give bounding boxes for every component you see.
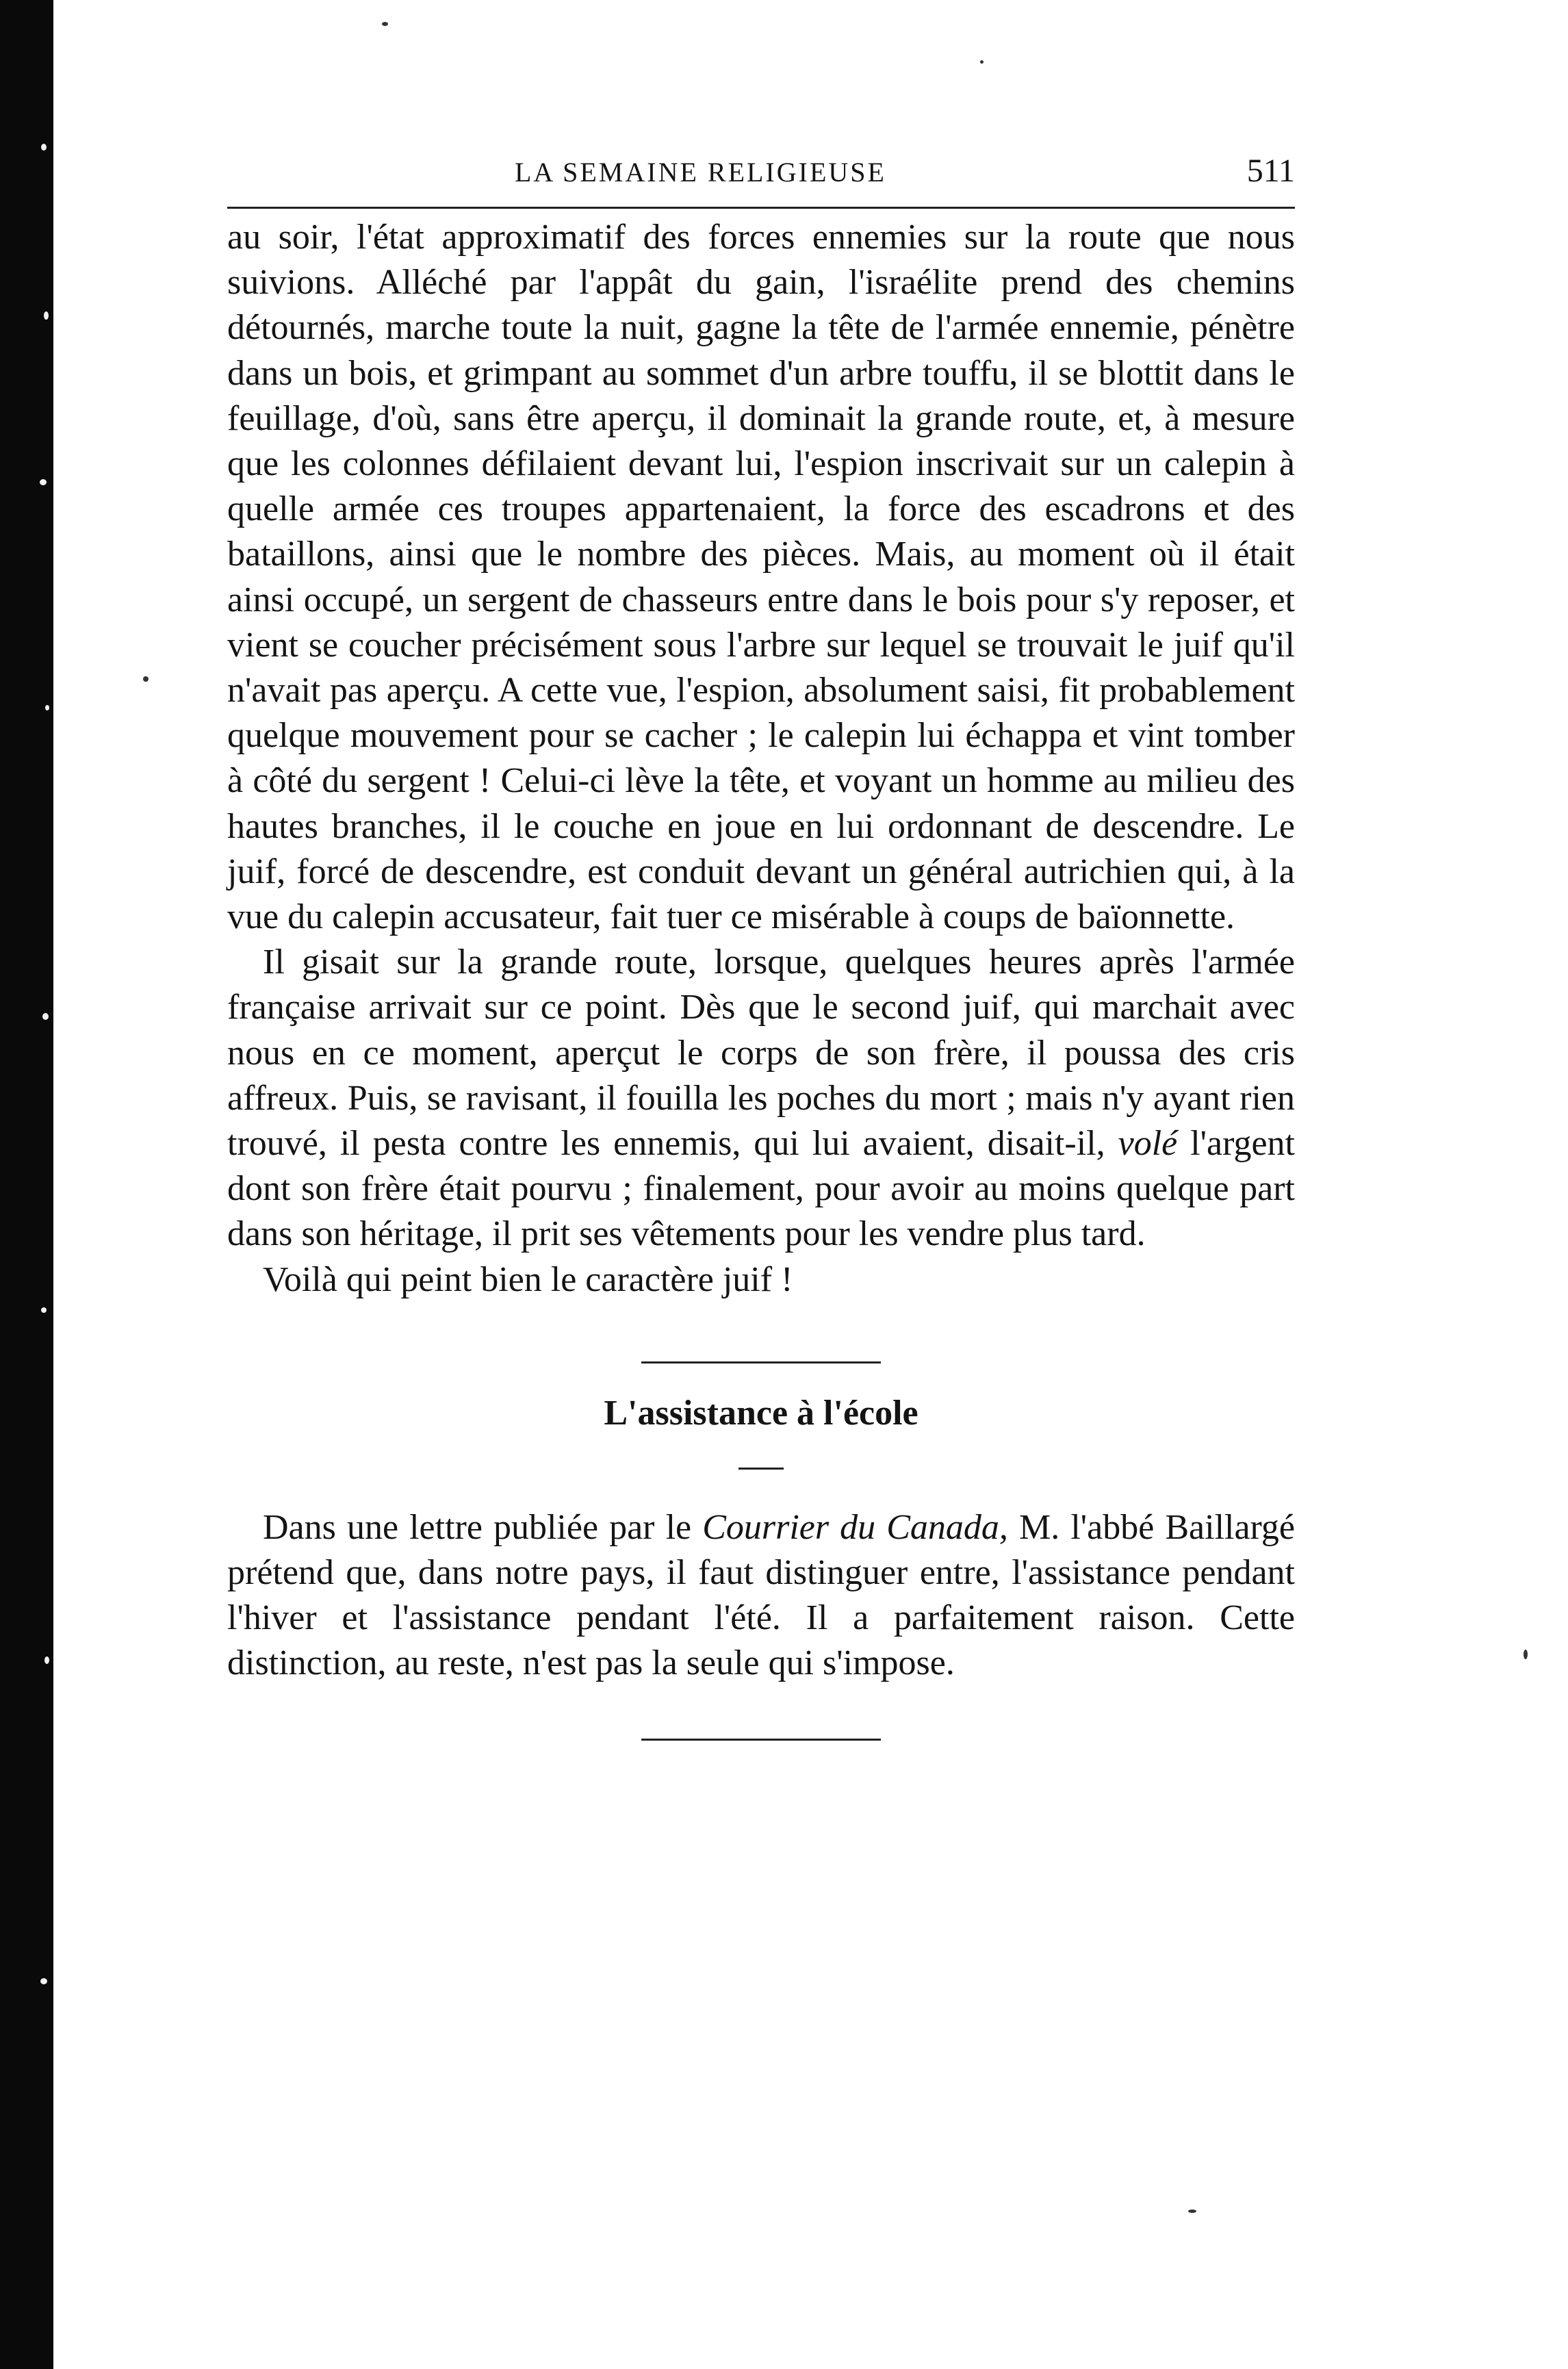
paragraph-2-italic: volé	[1118, 1124, 1178, 1164]
section-title: L'assistance à l'école	[604, 1393, 918, 1433]
scan-speck	[382, 22, 388, 26]
page-body	[227, 215, 1295, 1741]
scan-speck	[980, 60, 984, 64]
scan-speck	[1188, 2210, 1196, 2213]
paragraph-2	[227, 940, 1295, 1257]
paragraph-2-text-before: Il gisait sur la grande route, lorsque, quelques heures après l'armée française arrivait sur ce point. Dès que le second juif, qui marchait avec nous en ce moment, aperçut le corps de son frère, il poussa des cris affreux. Puis, se ravisant, il fouilla les poches du mort ; mais n'y ayant rien trouvé, il pesta contre les ennemis, qui lui avaient, disait-il,	[227, 943, 1295, 1164]
scan-speck	[143, 676, 149, 682]
paragraph-1: au soir, l'état approximatif des forces ennemies sur la route que nous suivions. Alléché par l'appât du gain, l'israélite prend des chemins détournés, marche toute la nuit, gagne la tête de l'armée ennemie, pénètre dans un bois, et grimpant au sommet d'un arbre touffu, il se blottit dans le feuillage, d'où, sans être aperçu, il dominait la grande route, et, à mesure que les colonnes défilaient devant lui, l'espion inscrivait sur un calepin à quelle armée ces troupes appartenaient, la force des escadrons et des bataillons, ainsi que le nombre des pièces. Mais, au moment où il était ainsi occupé, un sergent de chasseurs entre dans le bois pour s'y reposer, et vient se coucher précisément sous l'arbre sur lequel se trouvait le juif qu'il n'avait pas aperçu. A cette vue, l'espion, absolument saisi, fit probablement quelque mouvement pour se cacher ; le calepin lui échappa et vint tomber à côté du sergent ! Celui-ci lève la tête, et voyant un homme au milieu des hautes branches, il le couche en joue en lui ordonnant de descendre. Le juif, forcé de descendre, est conduit devant un général autrichien qui, à la vue du calepin accusateur, fait tuer ce misérable à coups de baïonnette.	[227, 218, 1295, 937]
running-head: LA SEMAINE RELIGIEUSE	[515, 157, 886, 188]
scan-binding-edge	[0, 0, 53, 2369]
section-paragraph-italic: Courrier du Canada,	[702, 1507, 1008, 1547]
page-number: 511	[1246, 153, 1295, 189]
scan-speck	[1524, 1650, 1528, 1659]
page-header	[227, 152, 1295, 200]
section-paragraph	[227, 1505, 1295, 1687]
section-paragraph-text-before: Dans une lettre publiée par le	[263, 1507, 703, 1547]
paragraph-2-text-after: l'argent dont son frère était pourvu ; finalement, pour avoir au moins quelque part dans son héritage, il prit ses vêtements pour les vendre plus tard.	[227, 1124, 1295, 1254]
section-paragraph-text-after: M. l'abbé Baillargé prétend que, dans notre pays, il faut distinguer entre, l'assistance pendant l'hiver et l'assistance pendant l'été. Il a parfaitement raison. Cette distinction, au reste, n'est pas la seule qui s'impose.	[227, 1507, 1296, 1683]
paragraph-3: Voilà qui peint bien le caractère juif !	[263, 1259, 793, 1299]
section-divider-bottom	[641, 1739, 881, 1741]
header-rule	[227, 207, 1295, 209]
